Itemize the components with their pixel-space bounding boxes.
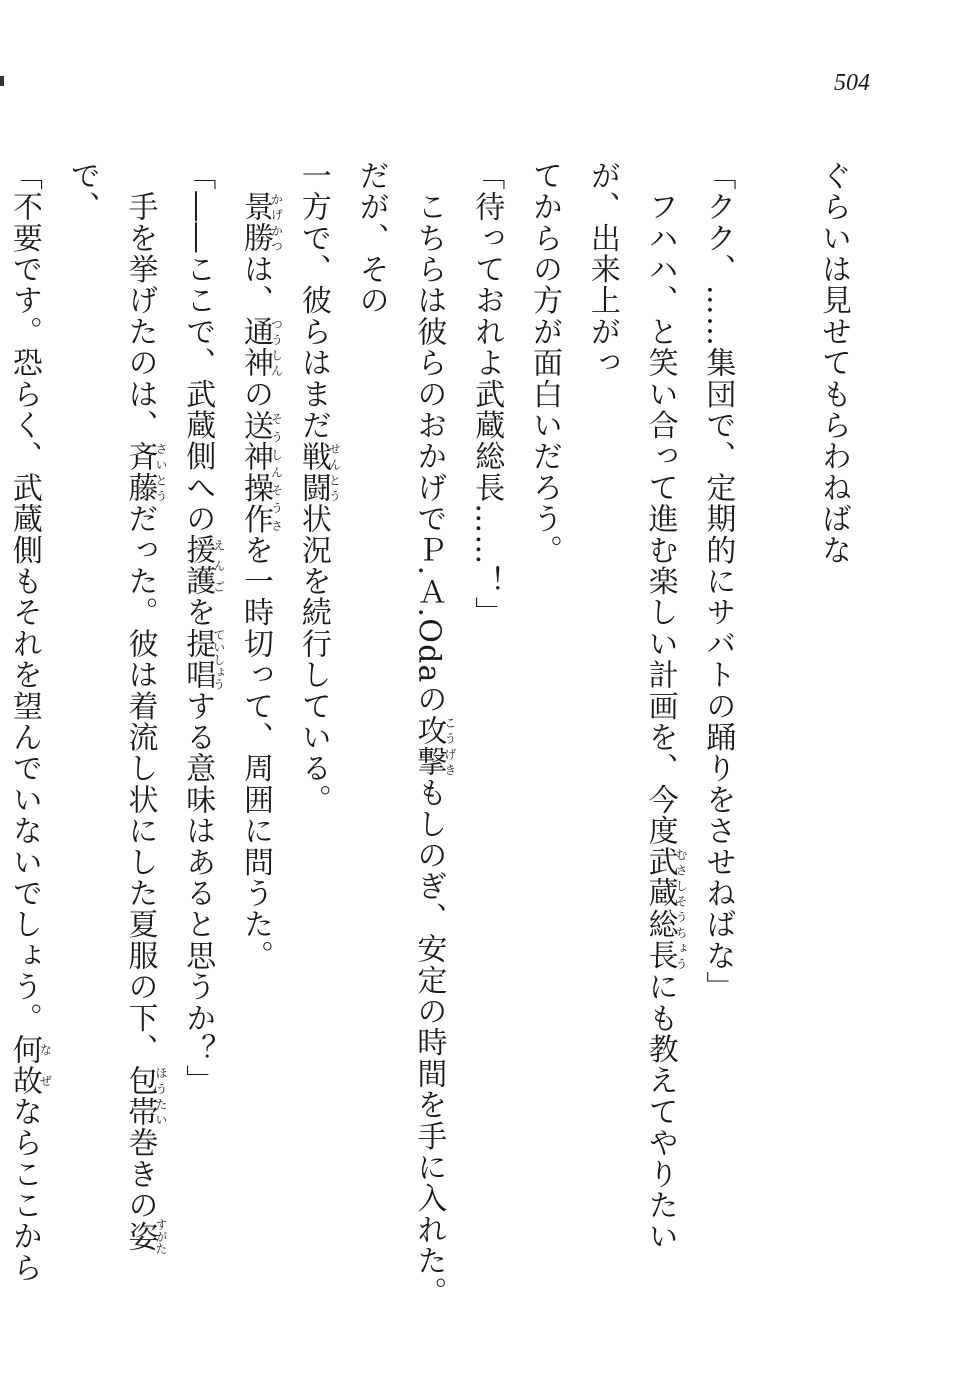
ruby-annotated-word [180, 534, 226, 597]
vertical-text-body [0, 160, 862, 1310]
text-line [573, 160, 689, 1310]
ruby-base: 武蔵総長 [642, 846, 678, 972]
text-segment: の [238, 378, 274, 410]
ruby-annotated-word [411, 714, 457, 778]
text-line [284, 160, 342, 1310]
ruby-annotated-word [6, 1033, 53, 1097]
ruby-reading: なぜ [38, 1033, 53, 1096]
ruby-reading: ていしょう [211, 628, 226, 691]
ruby-annotated-word [238, 316, 284, 379]
ruby-annotated-word [295, 440, 342, 504]
ruby-base: 援護 [180, 534, 216, 597]
text-segment: 巻きの [122, 1127, 158, 1221]
ruby-annotated-word [238, 191, 284, 254]
text-segment: にも教えてやりたいが、出来上がっ [584, 160, 678, 1253]
text-line [168, 160, 226, 1310]
ruby-reading: せんとう [327, 440, 342, 504]
text-line [746, 160, 804, 1310]
ruby-annotated-word [642, 846, 689, 972]
ruby-reading: ほうたい [153, 1064, 168, 1128]
text-line [515, 160, 573, 1310]
ruby-base: 景勝 [238, 191, 274, 254]
text-segment: で、 [64, 160, 100, 223]
text-segment [238, 160, 273, 191]
text-segment: 状況を続行している。 [295, 503, 331, 816]
text-line [342, 160, 458, 1310]
ruby-base: 姿 [122, 1218, 158, 1255]
ruby-base: 包帯 [122, 1064, 158, 1128]
text-line [226, 160, 284, 1310]
ruby-base: 何故 [6, 1033, 42, 1097]
ruby-base: 斉藤 [122, 440, 158, 504]
ruby-reading: つうしん [269, 316, 284, 379]
page-number: 504 [834, 70, 870, 96]
ruby-base: 攻撃 [411, 714, 447, 778]
text-line [804, 160, 862, 1310]
text-segment: 一方で、彼らはまだ [295, 160, 331, 441]
ruby-base: 戦闘 [295, 440, 331, 504]
ruby-reading: さいとう [153, 440, 168, 504]
ruby-reading: えんご [211, 534, 226, 597]
text-segment: 「クク、……集団で、定期的にサバトの踊りをさせねばな」 [700, 160, 736, 1003]
text-segment: こちらは彼らのおかげでＰ.Ａ.Odaの [411, 160, 447, 715]
text-segment: ぐらいは見せてもらわねばな [816, 160, 851, 566]
text-segment: てからの方が面白いだろう。 [527, 160, 563, 566]
text-segment: フハハ、と笑い合って進む楽しい計画を、今度 [642, 160, 678, 847]
scan-edge-mark [0, 76, 4, 86]
text-line [0, 160, 53, 1310]
ruby-reading: こうげき [442, 714, 457, 778]
text-segment: を一時切って、周囲に問うた。 [238, 534, 274, 972]
ruby-annotated-word [122, 1064, 168, 1128]
text-segment: 手を挙げたのは、 [122, 160, 158, 441]
ruby-annotated-word [122, 1218, 168, 1255]
ruby-reading: かげかつ [269, 191, 284, 254]
ruby-base: 提唱 [180, 628, 216, 691]
ruby-annotated-word [238, 409, 284, 535]
text-line [457, 160, 515, 1310]
ruby-reading: すがた [153, 1218, 168, 1255]
text-segment: 「不要です。恐らく、武蔵側もそれを望んでいないでしょう。 [6, 160, 42, 1034]
text-segment [758, 160, 793, 191]
ruby-reading: むさしそうちょう [674, 846, 689, 972]
text-line [689, 160, 747, 1310]
text-segment: を [180, 596, 216, 629]
text-line [53, 160, 169, 1310]
ruby-annotated-word [122, 440, 168, 504]
text-segment: ならここから [6, 1096, 42, 1284]
text-segment: だった。彼は着流し状にした夏服の下、 [122, 503, 158, 1065]
text-segment: もしのぎ、安定の時間を手に入れた。だが、その [353, 160, 447, 1308]
ruby-base: 通神 [238, 316, 274, 379]
text-segment: は、 [238, 253, 274, 317]
ruby-reading: そうしんそうさ [269, 409, 284, 535]
ruby-annotated-word [180, 628, 226, 691]
ruby-base: 送神操作 [238, 409, 274, 535]
text-segment: 「待っておれよ武蔵総長……！」 [469, 160, 505, 628]
text-segment: する意味はあると思うか？」 [180, 690, 216, 1097]
text-segment: 「――ここで、武蔵側への [180, 160, 216, 535]
